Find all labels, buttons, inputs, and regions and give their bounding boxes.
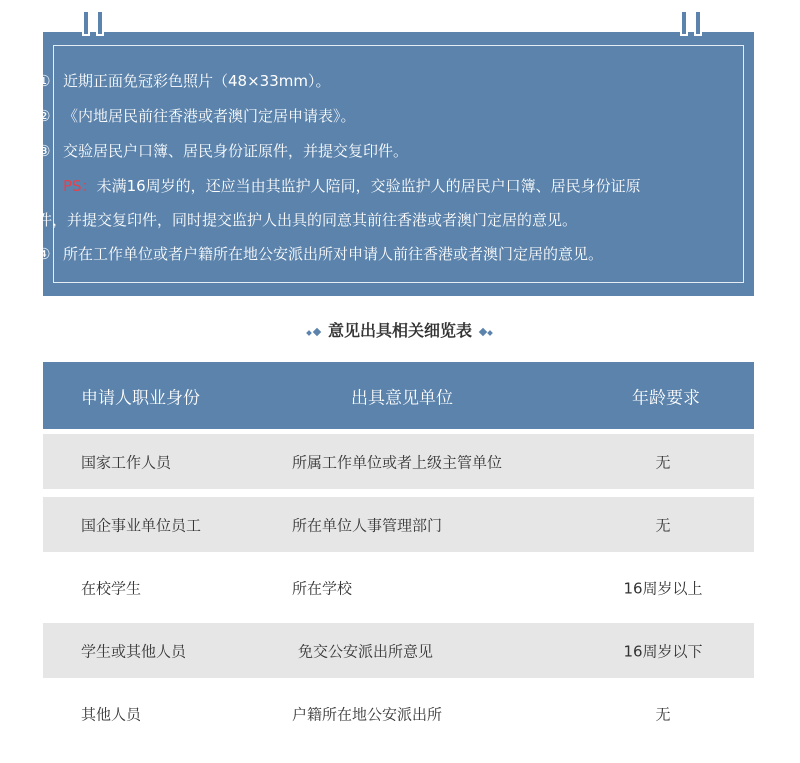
section-subtitle: [0, 318, 800, 341]
circled-number-2: ②: [37, 107, 51, 125]
ps-text-1: 未满16周岁的，还应当由其监护人陪同，交验监护人的居民户口簿、居民身份证原: [96, 177, 641, 195]
ps-note-line-2: [37, 209, 577, 230]
opinion-table: [43, 362, 754, 741]
cell-issuing-unit: 所在学校: [292, 579, 353, 597]
diamond-left-icon: [306, 327, 322, 337]
table-row: [43, 560, 754, 615]
circled-number-3: ③: [37, 142, 51, 160]
requirement-item-3: [37, 140, 408, 161]
cell-age-requirement: 无: [655, 705, 671, 723]
requirement-text-1: 近期正面免冠彩色照片（48×33mm）。: [63, 72, 331, 90]
cell-age-requirement: 无: [655, 453, 671, 471]
circled-number-4: ④: [37, 245, 51, 263]
circled-number-1: ①: [37, 72, 51, 90]
cell-issuing-unit: 免交公安派出所意见: [298, 642, 434, 660]
requirement-item-2: [37, 105, 356, 126]
cell-issuing-unit: 所属工作单位或者上级主管单位: [292, 453, 503, 471]
cell-occupation: 其他人员: [81, 705, 142, 723]
cell-age-requirement: 无: [655, 516, 671, 534]
ps-label: PS：: [63, 177, 97, 195]
requirement-item-1: [37, 70, 330, 91]
binder-clip-right-icon: [680, 10, 706, 36]
cell-age-requirement: 16周岁以上: [623, 579, 703, 597]
cell-occupation: 国企事业单位员工: [81, 516, 202, 534]
ps-text-2: 件，并提交复印件，同时提交监护人出具的同意其前往香港或者澳门定居的意见。: [37, 211, 578, 229]
binder-clip-left-icon: [82, 10, 108, 36]
requirement-text-2: 《内地居民前往香港或者澳门定居申请表》。: [63, 107, 356, 125]
cell-occupation: 国家工作人员: [81, 453, 172, 471]
requirement-text-3: 交验居民户口簿、居民身份证原件，并提交复印件。: [63, 142, 409, 160]
header-occupation: 申请人职业身份: [81, 388, 200, 408]
subtitle-text: 意见出具相关细览表: [327, 321, 472, 340]
table-row: [43, 686, 754, 741]
header-age-requirement: 年龄要求: [632, 388, 700, 408]
table-row: [43, 623, 754, 678]
cell-issuing-unit: 所在单位人事管理部门: [292, 516, 443, 534]
requirement-text-4: 所在工作单位或者户籍所在地公安派出所对申请人前往香港或者澳门定居的意见。: [63, 245, 604, 263]
header-issuing-unit: 出具意见单位: [351, 388, 453, 408]
cell-occupation: 在校学生: [81, 579, 142, 597]
cell-issuing-unit: 户籍所在地公安派出所: [292, 705, 443, 723]
table-row: [43, 434, 754, 489]
ps-note-line-1: [63, 175, 641, 196]
table-header: [43, 362, 754, 429]
cell-age-requirement: 16周岁以下: [623, 642, 703, 660]
table-row: [43, 497, 754, 552]
diamond-right-icon: [478, 327, 494, 337]
requirement-item-4: [37, 243, 603, 264]
cell-occupation: 学生或其他人员: [81, 642, 187, 660]
